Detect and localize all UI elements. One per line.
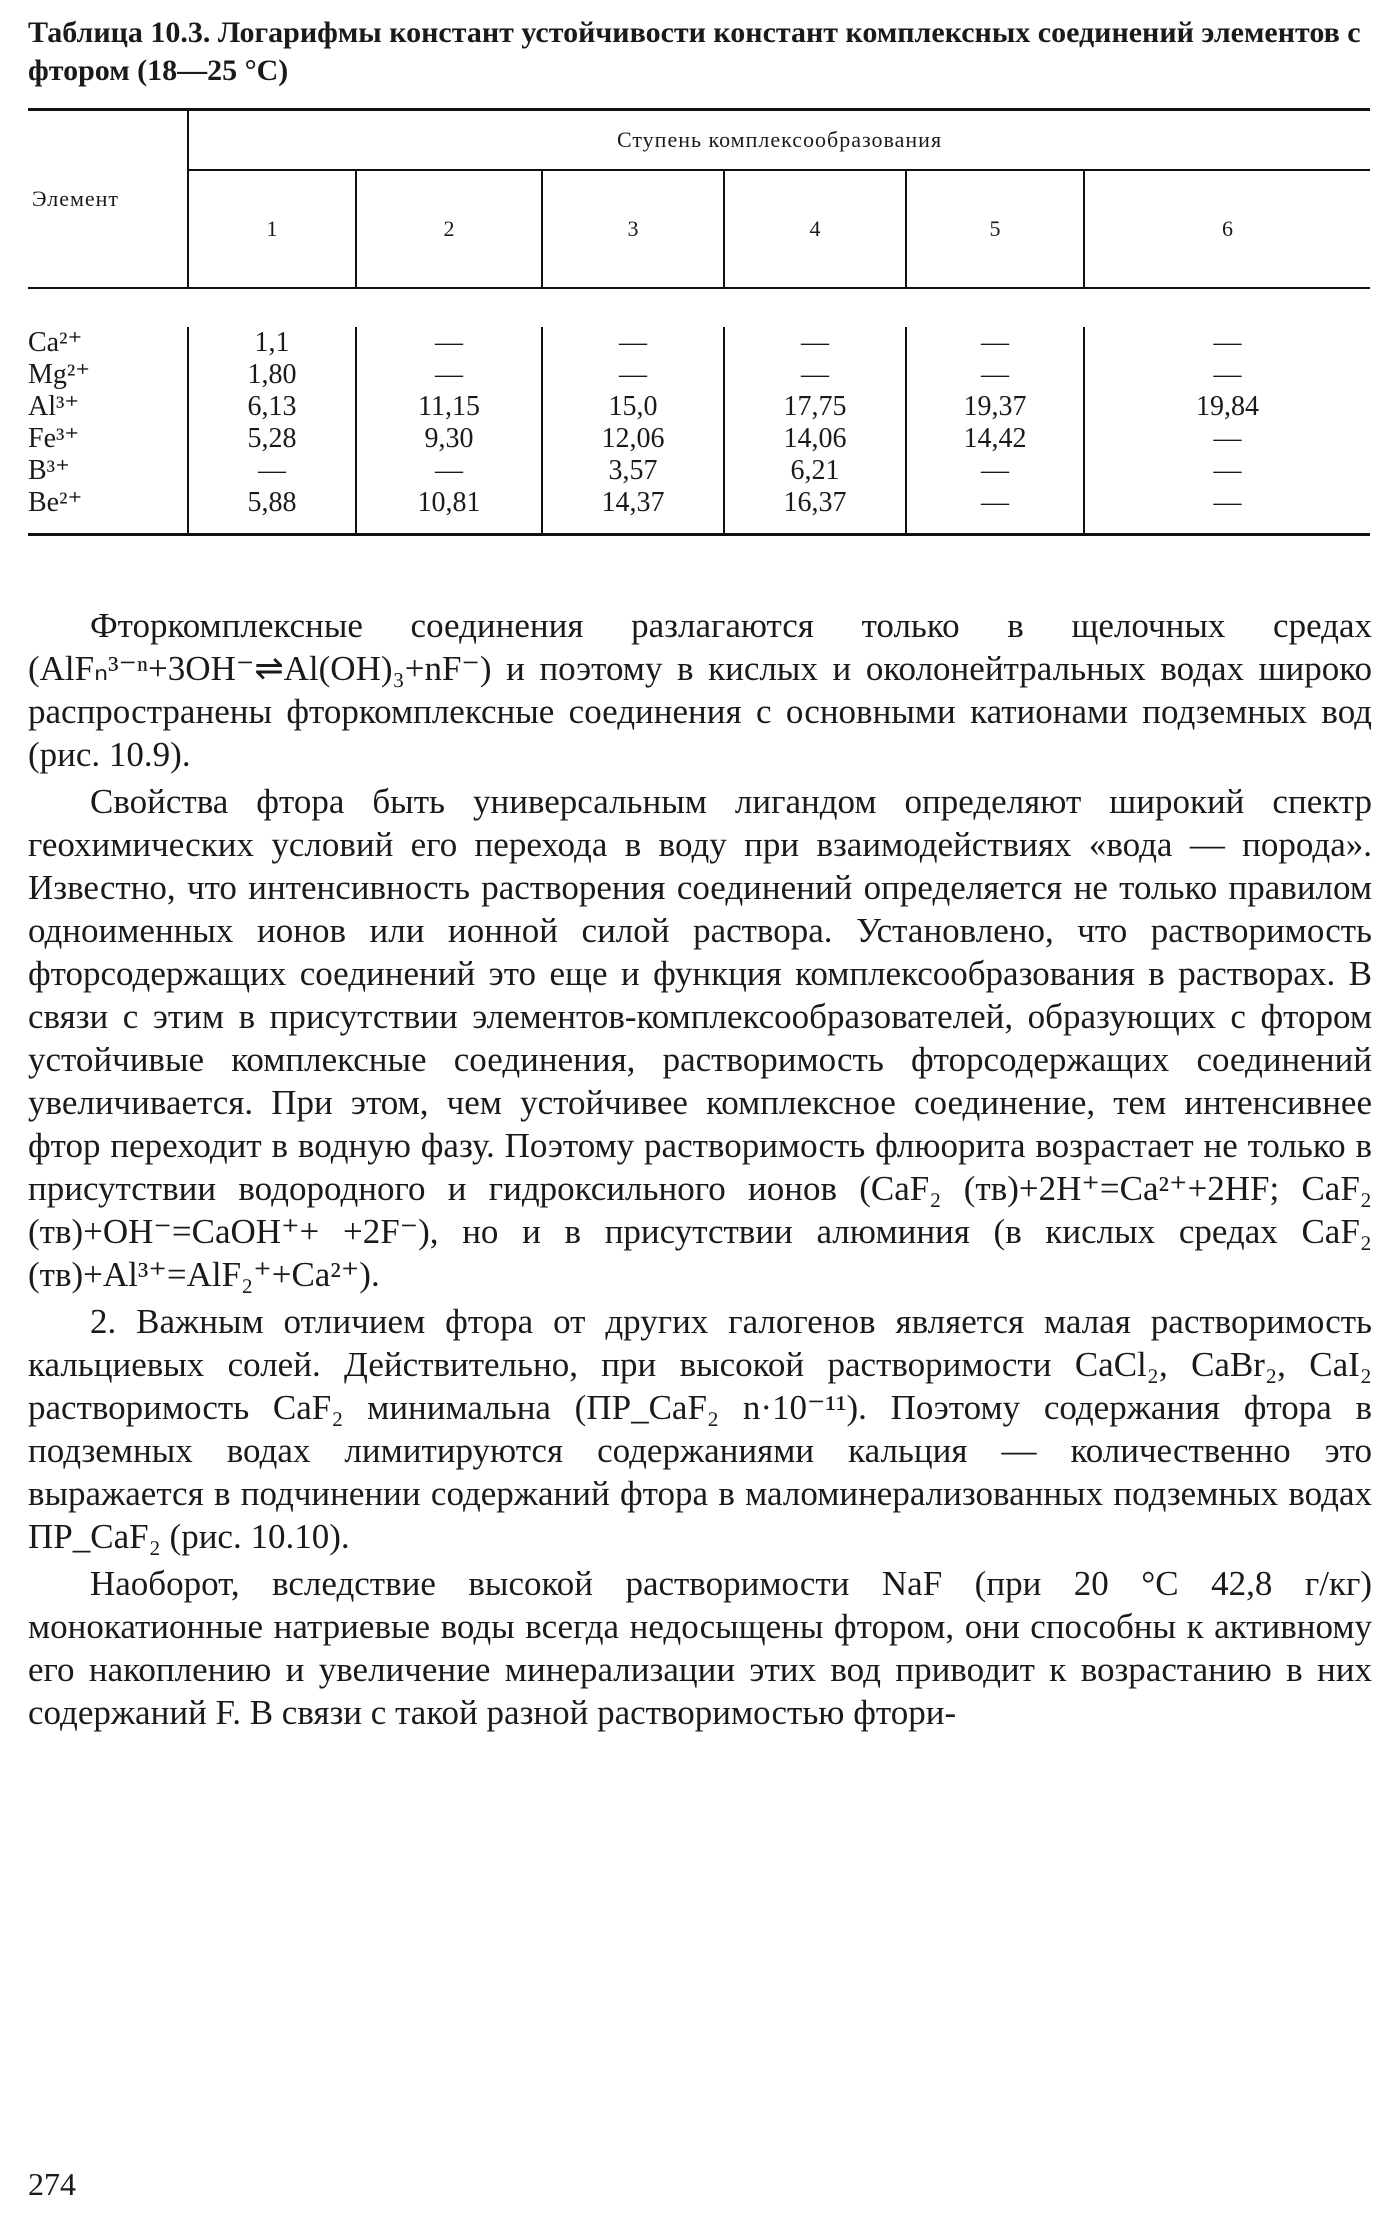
value-cell: 1,1: [254, 327, 290, 358]
value-cell: 5,88: [188, 487, 356, 535]
value-cell: —: [724, 327, 906, 359]
value-cell: —: [906, 359, 1084, 391]
value-cell: —: [724, 359, 906, 391]
value-cell: 9,30: [356, 423, 542, 455]
value-cell: —: [906, 455, 1084, 487]
value-cell: —: [1084, 487, 1370, 535]
table-row: [28, 327, 1370, 359]
value-cell: 16,37: [724, 487, 906, 535]
paragraph: 2. Важным отличием фтора от других галогенов является малая растворимость кальциевых солей. Действительно, при высокой растворимости CaCl₂, CaBr₂, CaI₂ растворимость CaF₂ минимальна (ПР_CaF₂ n·10⁻¹¹). Поэтому содержания фтора в подземных водах лимитируются содержаниями кальция — количественно это выражается в подчинении содержаний фтора в маломинерализованных подземных водах ПР_CaF₂ (рис. 10.10).: [28, 1302, 1372, 1556]
value-cell: 5,28: [247, 423, 297, 454]
value-cell: 12,06: [542, 423, 724, 455]
value-cell: —: [906, 327, 1084, 359]
step-header: 4: [724, 170, 906, 288]
value-cell: —: [542, 327, 724, 359]
step-header: 6: [1084, 170, 1370, 288]
table-row: [28, 423, 1370, 455]
element-cell: Ca²⁺: [28, 327, 188, 359]
value-cell: 6,21: [724, 455, 906, 487]
value-cell: —: [356, 455, 542, 487]
value-cell: 1,80: [247, 359, 297, 390]
element-cell: B³⁺: [28, 455, 188, 487]
paragraph: Свойства фтора быть универсальным лигандом определяют широкий спектр геохимических условий его перехода в воду при взаимодействиях «вода — порода». Известно, что интенсивность растворения соединений определяется не только правилом одноименных ионов или ионной силой раствора. Установлено, что растворимость фторсодержащих соединений это еще и функция комплексообразования в растворах. В связи с этим в присутствии элементов-комплексообразователей, образующих с фтором устойчивые комплексные соединения, растворимость фторсодержащих соединений увеличивается. При этом, чем устойчивее комплексное соединение, тем интенсивнее фтор переходит в водную фазу. Поэтому растворимость флюорита возрастает не только в присутствии водородного и гидроксильного ионов (CaF₂ (тв)+2H⁺=Ca²⁺+2HF; CaF₂ (тв)+OH⁻=CaOH⁺+ +2F⁻), но и в присутствии алюминия (в кислых средах CaF₂ (тв)+Al³⁺=AlF₂⁺+Ca²⁺).: [28, 782, 1372, 1294]
value-cell: 6,13: [247, 391, 297, 422]
table-row: [28, 359, 1370, 391]
value-cell: 14,06: [724, 423, 906, 455]
value-cell: —: [542, 359, 724, 391]
element-cell: Mg²⁺: [28, 359, 188, 391]
step-header: 1: [266, 216, 278, 241]
value-cell: 17,75: [724, 391, 906, 423]
table-row: [28, 487, 1370, 535]
table-row: [28, 455, 1370, 487]
value-cell: 19,37: [906, 391, 1084, 423]
table-row: [28, 391, 1370, 423]
value-cell: —: [258, 455, 286, 486]
body-text: [28, 604, 1372, 1734]
stability-constants-table: [28, 108, 1370, 536]
value-cell: —: [1084, 359, 1370, 391]
value-cell: —: [356, 327, 542, 359]
value-cell: 11,15: [356, 391, 542, 423]
value-cell: 14,42: [906, 423, 1084, 455]
step-header: 2: [356, 170, 542, 288]
value-cell: —: [356, 359, 542, 391]
value-cell: 19,84: [1084, 391, 1370, 423]
value-cell: —: [906, 487, 1084, 535]
value-cell: 14,37: [542, 487, 724, 535]
value-cell: —: [1084, 423, 1370, 455]
paragraph: Фторкомплексные соединения разлагаются только в щелочных средах (AlFₙ³⁻ⁿ+3OH⁻⇌Al(OH)₃+nF⁻) и поэтому в кислых и околонейтральных водах широко распространены фторкомплексные соединения с основными катионами подземных вод (рис. 10.9).: [28, 606, 1372, 774]
value-cell: —: [1084, 327, 1370, 359]
step-header: 3: [542, 170, 724, 288]
step-header: 5: [906, 170, 1084, 288]
element-cell: Al³⁺: [28, 391, 188, 423]
step-group-header: Ступень комплексообразования: [188, 110, 1370, 171]
element-cell: Be²⁺: [28, 487, 188, 535]
table-caption: Таблица 10.3. Логарифмы констант устойчивости констант комплексных соединений элементов с фтором (18—25 °С): [28, 16, 1361, 87]
value-cell: 15,0: [542, 391, 724, 423]
value-cell: —: [1084, 455, 1370, 487]
value-cell: 3,57: [542, 455, 724, 487]
element-column-header: Элемент: [28, 110, 188, 289]
paragraph: Наоборот, вследствие высокой растворимости NaF (при 20 °С 42,8 г/кг) монокатионные натриевые воды всегда недосыщены фтором, они способны к активному его накоплению и увеличение минерализации этих вод приводит к возрастанию в них содержаний F. В связи с такой разной растворимостью фтори-: [28, 1564, 1372, 1732]
element-cell: Fe³⁺: [28, 423, 188, 455]
value-cell: 10,81: [356, 487, 542, 535]
page-number: 274: [28, 2166, 76, 2202]
